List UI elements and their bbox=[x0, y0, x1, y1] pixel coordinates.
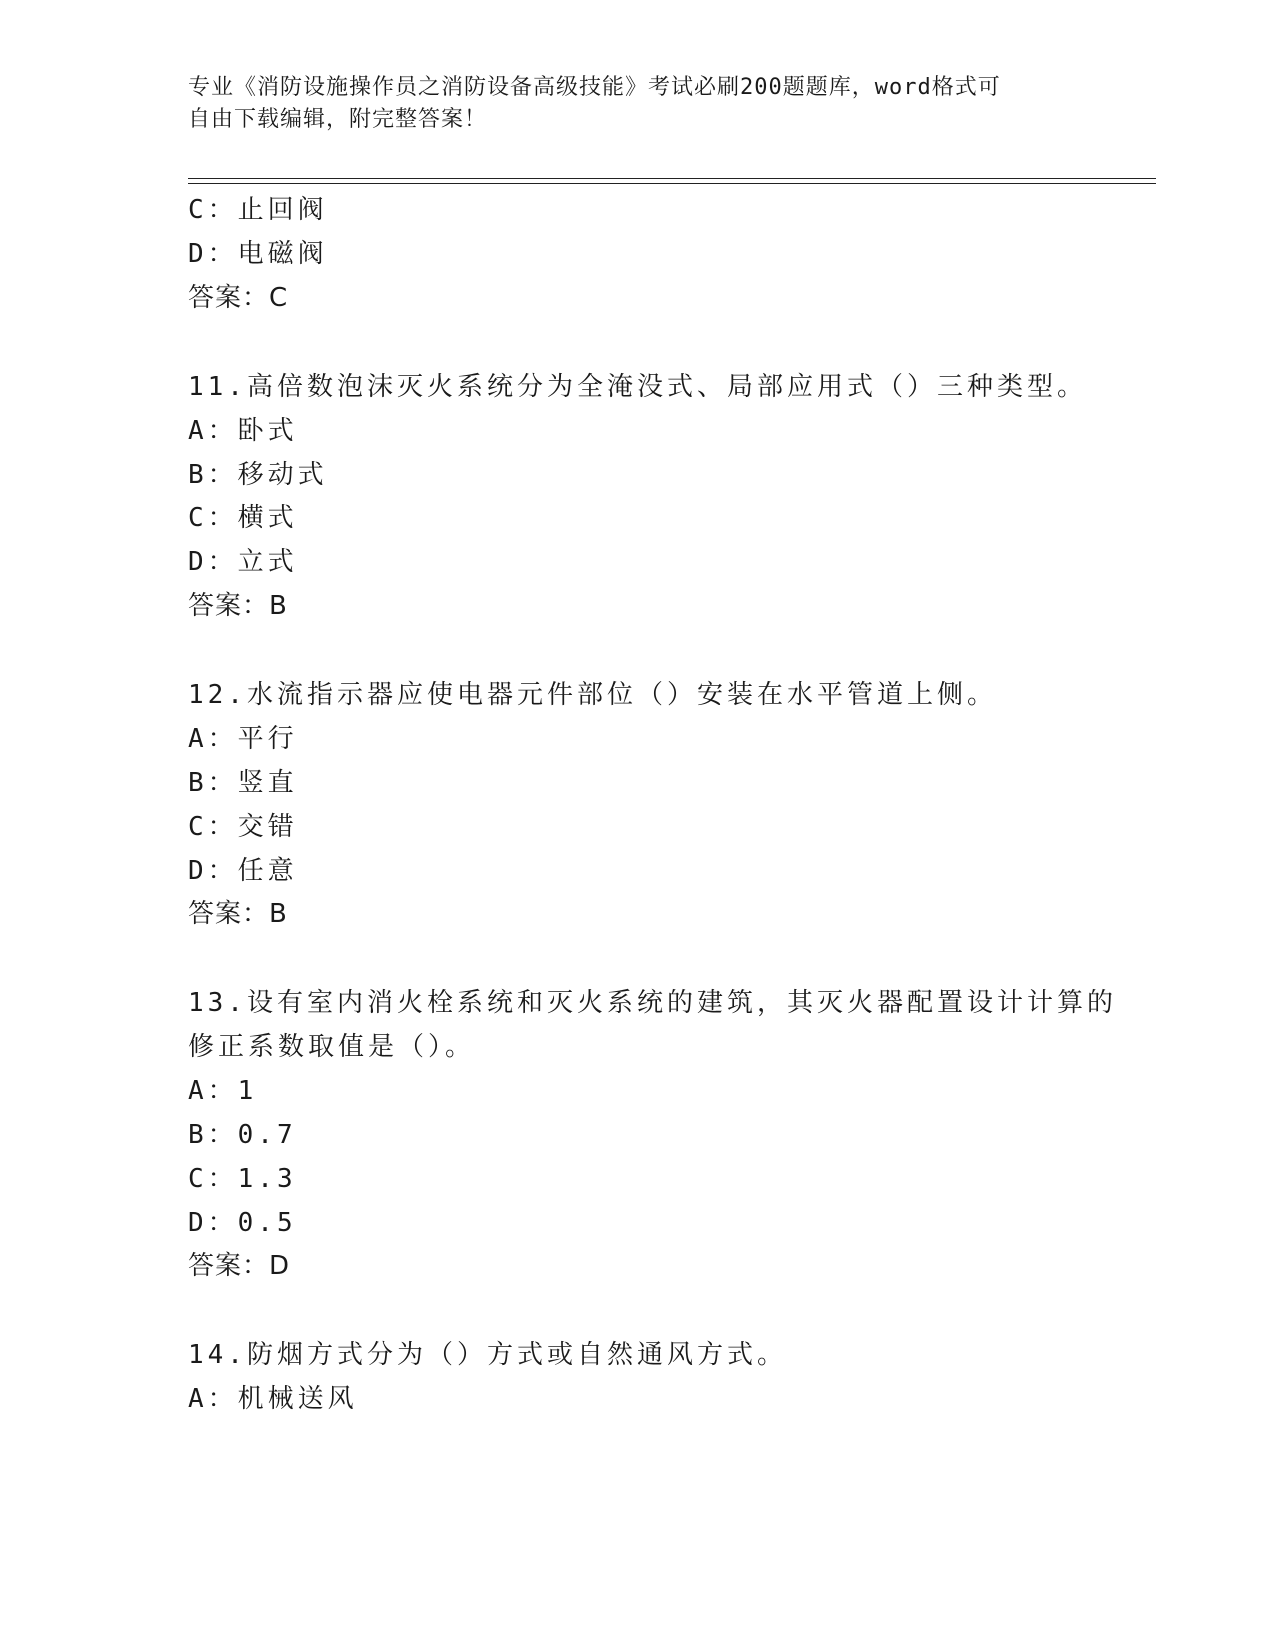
question-12-option-a: A：平行 bbox=[188, 724, 298, 754]
question-13-option-d: D：0.5 bbox=[188, 1208, 297, 1238]
header-rule-bottom bbox=[188, 183, 1156, 184]
header-line-2: 自由下载编辑，附完整答案！ bbox=[188, 107, 488, 132]
document-header bbox=[188, 72, 1088, 136]
question-13-answer: 答案：D bbox=[188, 1251, 291, 1281]
question-11-option-c: C：横式 bbox=[188, 503, 298, 533]
question-12-option-d: D：任意 bbox=[188, 856, 298, 886]
question-13-option-b: B：0.7 bbox=[188, 1120, 297, 1150]
option-d: D：电磁阀 bbox=[188, 239, 328, 269]
header-rule-top bbox=[188, 178, 1156, 179]
question-14-option-a: A：机械送风 bbox=[188, 1384, 358, 1414]
question-14-stem: 14.防烟方式分为（）方式或自然通风方式。 bbox=[188, 1340, 787, 1370]
question-11-answer: 答案：B bbox=[188, 591, 288, 621]
question-13-option-c: C：1.3 bbox=[188, 1164, 297, 1194]
question-11-option-d: D：立式 bbox=[188, 547, 298, 577]
header-line-1: 专业《消防设施操作员之消防设备高级技能》考试必刷200题题库，word格式可 bbox=[188, 75, 1001, 100]
answer-label: 答案：C bbox=[188, 283, 289, 313]
question-12-option-b: B：竖直 bbox=[188, 768, 298, 798]
question-13-option-a: A：1 bbox=[188, 1076, 258, 1106]
question-12-answer: 答案：B bbox=[188, 899, 288, 929]
question-11-option-b: B：移动式 bbox=[188, 460, 328, 490]
question-12-stem: 12.水流指示器应使电器元件部位（）安装在水平管道上侧。 bbox=[188, 680, 997, 710]
question-13-stem-line-1: 13.设有室内消火栓系统和灭火系统的建筑，其灭火器配置设计计算的 bbox=[188, 988, 1117, 1018]
option-c: C：止回阀 bbox=[188, 195, 328, 225]
question-11-option-a: A：卧式 bbox=[188, 416, 298, 446]
question-12-option-c: C：交错 bbox=[188, 812, 298, 842]
question-13-stem-line-2: 修正系数取值是（）。 bbox=[188, 1032, 476, 1062]
question-11-stem: 11.高倍数泡沫灭火系统分为全淹没式、局部应用式（）三种类型。 bbox=[188, 372, 1087, 402]
